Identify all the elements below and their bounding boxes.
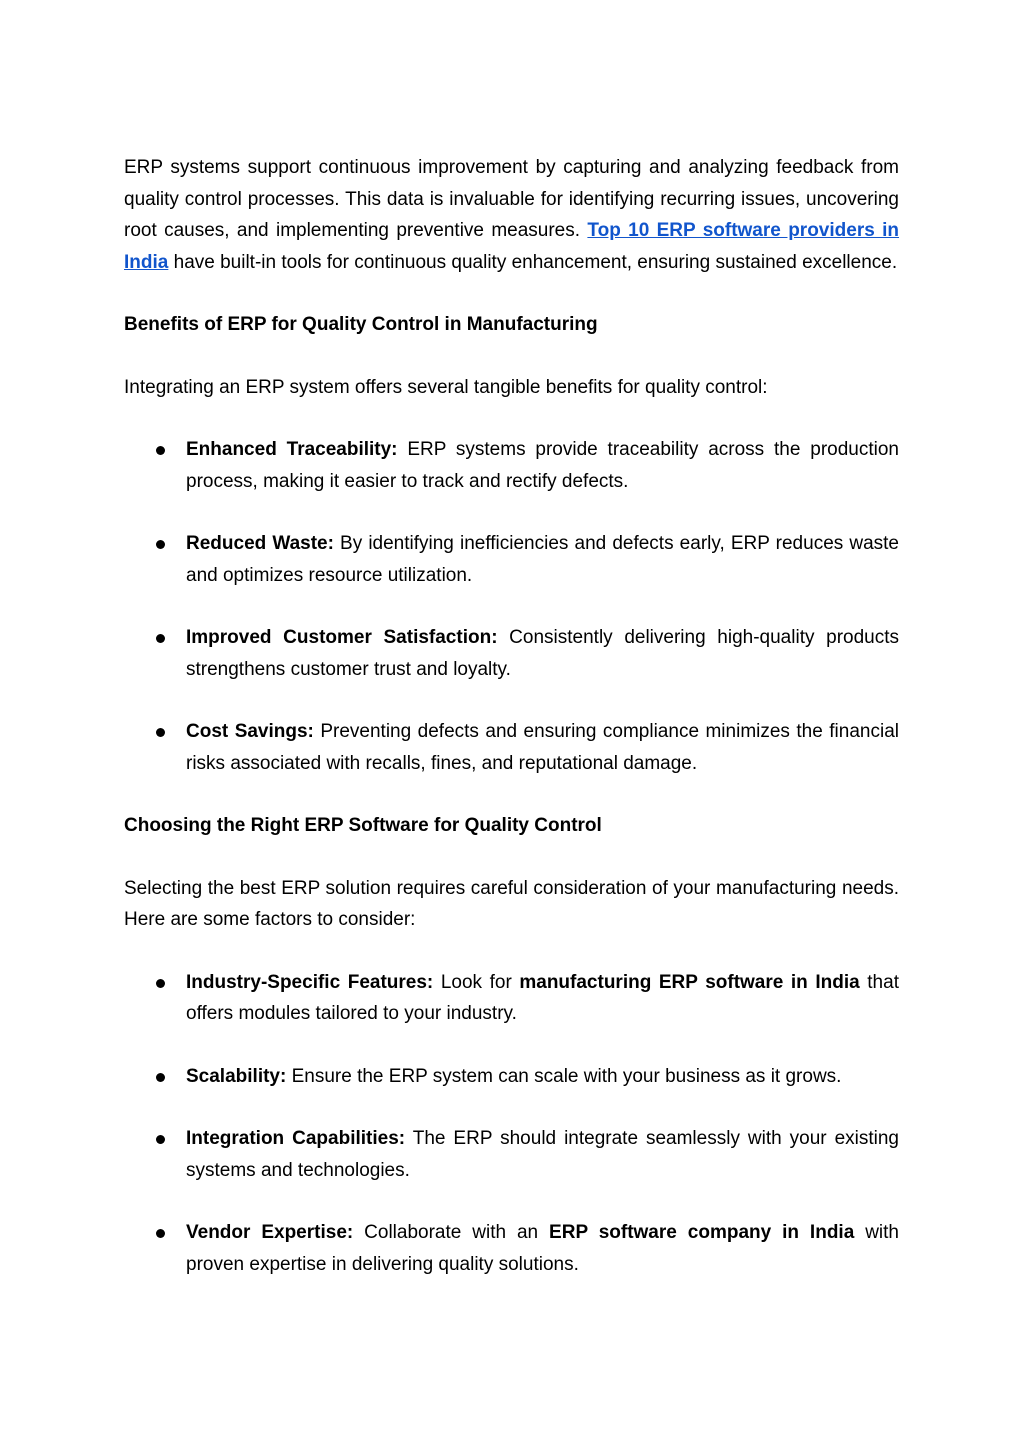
item-text: Ensure the ERP system can scale with your business as it grows. [286,1065,842,1087]
list-item [124,1217,899,1280]
bullet-icon [156,540,165,549]
bullet-icon [156,728,165,737]
item-title: Industry-Specific Features: [186,971,434,993]
list-item [124,1123,899,1186]
item-bold-phrase: manufacturing ERP software in India [519,971,860,993]
choosing-heading: Choosing the Right ERP Software for Quality Control [124,815,602,836]
benefits-heading: Benefits of ERP for Quality Control in Manufacturing [124,314,598,335]
bullet-icon [156,634,165,643]
item-text: Preventing defects and ensuring compliance minimizes the financial risks associated with recalls, fines, and reputational damage. [186,721,899,774]
benefits-list [124,434,899,779]
item-title: Integration Capabilities: [186,1128,406,1149]
bullet-icon [156,979,165,988]
item-text: ERP systems provide traceability across the production process, making it easier to track and rectify defects. [186,439,899,492]
item-title: Scalability: [186,1065,287,1087]
list-item [124,622,899,685]
intro-text-b: have built-in tools for continuous quality enhancement, ensuring sustained excellence. [168,251,898,273]
document-page [124,152,899,1280]
item-text: The ERP should integrate seamlessly with your existing systems and technologies. [186,1128,900,1181]
list-item [124,967,899,1030]
list-item [124,1061,899,1093]
list-item [124,528,899,591]
erp-providers-link[interactable]: Top 10 ERP software providers in India [124,220,900,273]
intro-paragraph [124,152,899,278]
item-title: Vendor Expertise: [186,1222,354,1243]
item-text: By identifying inefficiencies and defects early, ERP reduces waste and optimizes resource utilization. [186,533,899,586]
item-title: Enhanced Traceability: [186,439,398,460]
bullet-icon [156,1073,165,1082]
item-title: Improved Customer Satisfaction: [186,627,498,648]
bullet-icon [156,1229,165,1238]
item-text: with proven expertise in delivering quality solutions. [186,1222,900,1275]
bullet-icon [156,446,165,455]
bullet-icon [156,1135,165,1144]
item-text: that offers modules tailored to your industry. [186,971,899,1024]
item-text: Consistently delivering high-quality products strengthens customer trust and loyalty. [186,627,899,680]
item-text: Look for [433,971,520,993]
list-item [124,434,899,497]
intro-text-a: ERP systems support continuous improvement by capturing and analyzing feedback from quality control processes. This data is invaluable for identifying recurring issues, uncovering root causes, and implementing preventive measures. [124,157,899,241]
choosing-intro: Selecting the best ERP solution requires careful consideration of your manufacturing needs. Here are some factors to consider: [124,877,899,930]
list-item [124,716,899,779]
factors-list [124,967,899,1281]
item-title: Reduced Waste: [186,533,334,554]
benefits-intro: Integrating an ERP system offers several tangible benefits for quality control: [124,376,768,398]
item-bold-phrase: ERP software company in India [549,1222,855,1243]
item-title: Cost Savings: [186,721,314,742]
item-text: Collaborate with an [353,1222,550,1243]
